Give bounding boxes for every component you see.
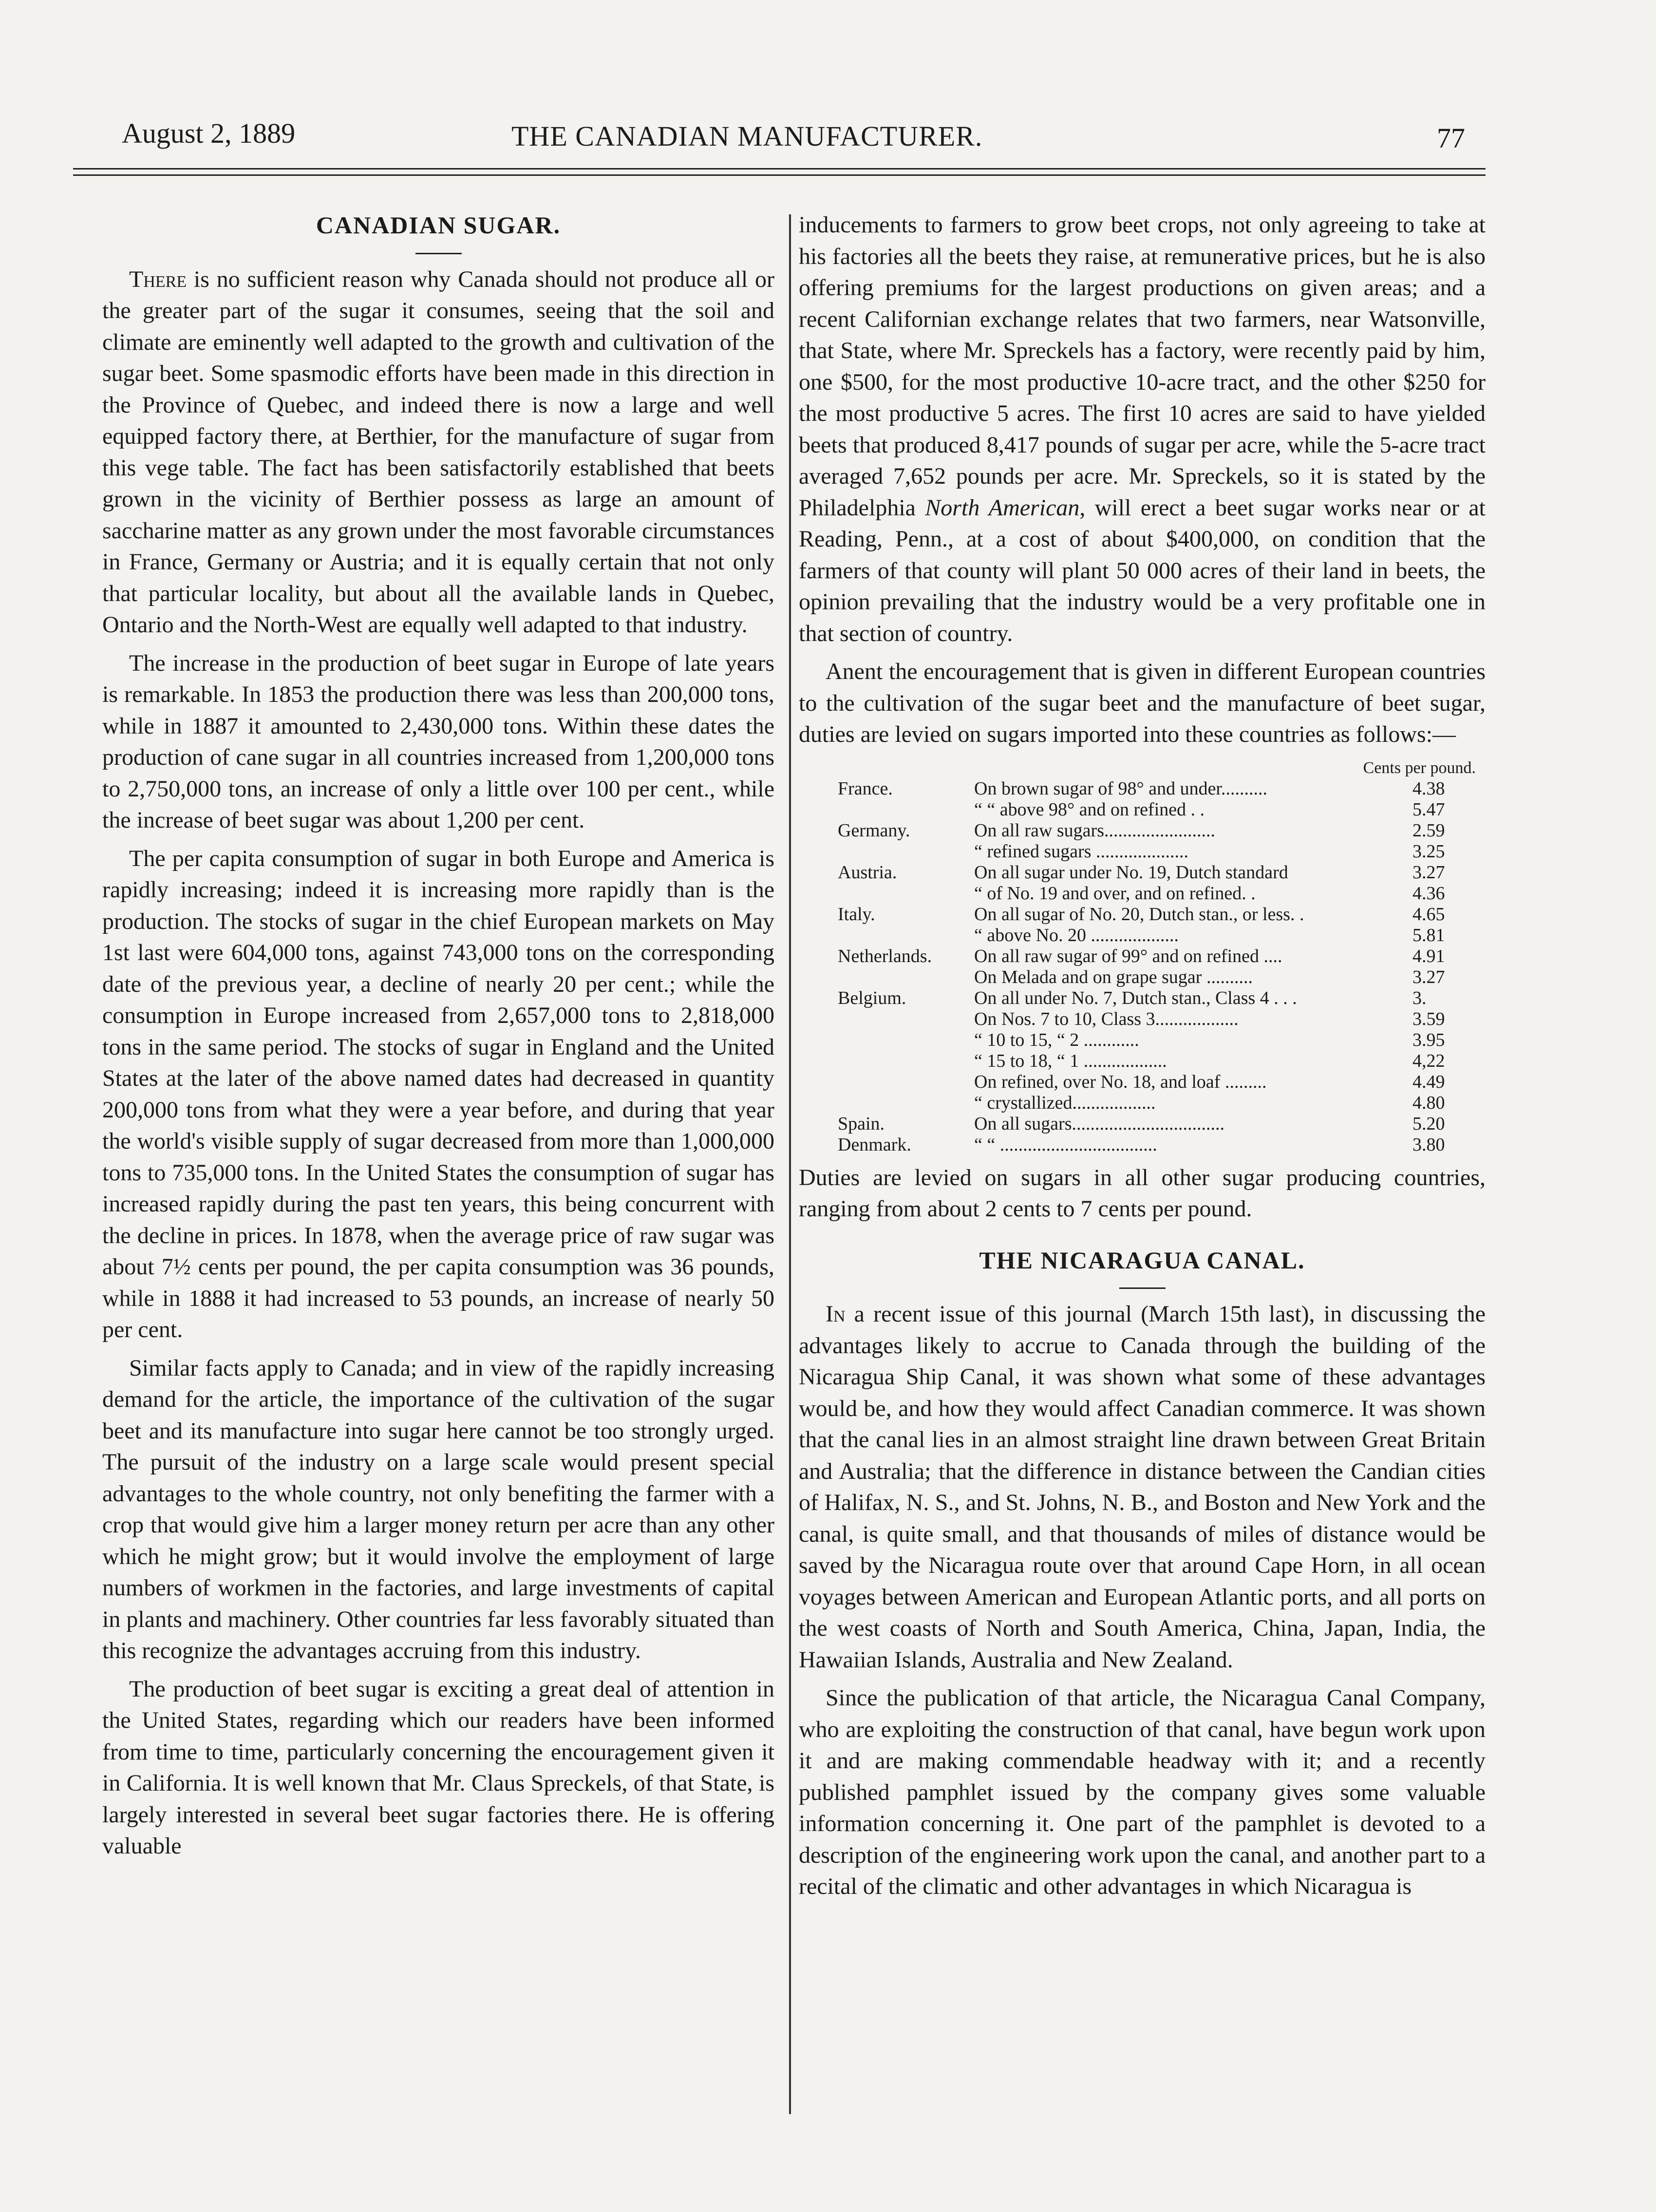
duty-value: 5.47 xyxy=(1412,799,1445,820)
duty-description: “ 15 to 18, “ 1 .................. xyxy=(974,1050,1167,1071)
duty-row xyxy=(799,820,1486,841)
duty-description: On Melada and on grape sugar .......... xyxy=(974,966,1253,987)
duty-row xyxy=(799,1134,1486,1155)
duty-value: 5.20 xyxy=(1412,1113,1445,1134)
duty-description: On all under No. 7, Dutch stan., Class 4 . . . xyxy=(974,987,1297,1008)
duty-value: 3.27 xyxy=(1412,862,1445,883)
duty-description: “ 10 to 15, “ 2 ............ xyxy=(974,1029,1139,1050)
duty-country xyxy=(799,1072,974,1093)
paragraph: The increase in the production of beet sugar in Europe of late years is remarkable. In 1853 the production there was less than 200,000 tons, while in 1887 it amounted to 2,430,000 tons. Within these dates the production of cane sugar in all countries increased from 1,200,000 tons to 2,750,000 tons, an increase of only a little over 100 per cent., while the increase of beet sugar was about 1,200 per cent. xyxy=(102,650,774,833)
paragraph: Duties are levied on sugars in all other sugar producing countries, ranging from about 2 cents to 7 cents per pound. xyxy=(799,1164,1486,1222)
duty-description: “ refined sugars .................... xyxy=(974,841,1189,862)
duty-value: 4.65 xyxy=(1412,904,1445,925)
paragraph: Since the publication of that article, the Nicaragua Canal Company, who are exploiting the construction of that canal, have begun work upon it and are making commendable headway with it; and a recently published pamphlet issued by the company gives some valuable information concerning it. One part of the pamphlet is devoted to a description of the engineering work upon the canal, and another part to a recital of the climatic and other advantages in which Nicaragua is xyxy=(799,1685,1486,1899)
duty-country xyxy=(799,1030,974,1051)
paragraph: In a recent issue of this journal (March 15th last), in discussing the advantages likely to accrue to Canada through the building of the Nicaragua Ship Canal, it was shown what some of these advantages would be, and how they would affect Canadian commerce. It was shown that the canal lies in an almost straight line drawn between Great Britain and Australia; that the difference in distance between the Candian cities of Halifax, N. S., and St. Johns, N. B., and Boston and New York and the canal, is quite small, and that thousands of miles of distance would be saved by the Nicaragua route over that around Cape Horn, in all ocean voyages between American and European Atlantic ports, and all ports on the west coasts of North and South America, China, Japan, India, the Hawaiian Islands, Australia and New Zealand. xyxy=(799,1301,1486,1673)
duty-row xyxy=(799,778,1486,799)
duty-country xyxy=(799,799,974,820)
duty-description: On brown sugar of 98° and under.......... xyxy=(974,778,1267,799)
duty-row xyxy=(799,862,1486,883)
duty-row xyxy=(799,883,1486,904)
duty-row xyxy=(799,1009,1486,1030)
duty-description: On all raw sugars........................ xyxy=(974,820,1215,841)
lead-word: There xyxy=(129,266,187,292)
paragraph: The production of beet sugar is exciting a great deal of attention in the United States, regarding which our readers have been informed from time to time, particularly concerning the encouragement given it in California. It is well known that Mr. Claus Spreckels, of that State, is largely interested in several beet sugar factories there. He is offering valuable xyxy=(102,1676,774,1859)
duty-row xyxy=(799,841,1486,862)
duty-row xyxy=(799,946,1486,967)
duty-country: Denmark. xyxy=(838,1134,911,1155)
duty-value: 3.59 xyxy=(1412,1008,1445,1029)
duty-description: “ of No. 19 and over, and on refined. . xyxy=(974,883,1256,904)
duty-country xyxy=(799,883,974,904)
duty-country xyxy=(799,1093,974,1114)
duty-row xyxy=(799,1072,1486,1093)
duty-row xyxy=(799,925,1486,946)
right-column xyxy=(799,209,1486,1903)
duty-value: 4.91 xyxy=(1412,945,1445,966)
duty-value: 3.25 xyxy=(1412,841,1445,862)
duty-value: 3.95 xyxy=(1412,1029,1445,1050)
page-header xyxy=(122,117,1486,170)
duty-description: “ above No. 20 ................... xyxy=(974,925,1179,945)
duty-country: France. xyxy=(838,778,893,799)
duty-country xyxy=(799,967,974,988)
duty-row xyxy=(799,1114,1486,1134)
spacer xyxy=(799,1225,1486,1245)
left-column xyxy=(102,209,774,1862)
title-rule xyxy=(415,253,462,254)
italic-publication-name: North American xyxy=(925,494,1080,521)
duty-description: On all sugar of No. 20, Dutch stan., or less. . xyxy=(974,904,1304,925)
duty-country xyxy=(799,1051,974,1072)
duty-value: 4.80 xyxy=(1412,1092,1445,1113)
duty-country: Germany. xyxy=(838,820,910,841)
header-rule xyxy=(73,168,1486,176)
duty-value: 3.27 xyxy=(1412,966,1445,987)
duty-table-header: Cents per pound. xyxy=(1363,758,1476,777)
duty-value: 4.38 xyxy=(1412,778,1445,799)
duty-country: Spain. xyxy=(838,1113,885,1134)
duty-row xyxy=(799,1051,1486,1072)
article-title-canadian-sugar: CANADIAN SUGAR. xyxy=(316,211,561,239)
duty-description: “ crystallized.................. xyxy=(974,1092,1156,1113)
duty-row xyxy=(799,967,1486,988)
paragraph: inducements to farmers to grow beet crops, not only agreeing to take at his factories all the beets they raise, at remunerative prices, but he is also offering premiums for the largest productions on given areas; and a recent Californian exchange relates that two farmers, near Watsonville, that State, where Mr. Spreckels has a factory, were recently paid by him, one $500, for the most productive 10-acre tract, and the other $250 for the most productive 5 acres. The first 10 acres are said to have yielded beets that produced 8,417 pounds of sugar per acre, while the 5-acre tract averaged 7,652 pounds per acre. Mr. Spreckels, so it is stated by the Philadelphia North American, will erect a beet sugar works near or at Reading, Penn., at a cost of about $400,000, on condition that the farmers of that county will plant 50 000 acres of their land in beets, the opinion prevailing that the industry would be a very profitable one in that section of country. xyxy=(799,212,1486,646)
duty-description: On all raw sugar of 99° and on refined .... xyxy=(974,945,1282,966)
duty-description: On all sugars................................. xyxy=(974,1113,1225,1134)
duty-description: “ “ .................................. xyxy=(974,1134,1157,1155)
duty-country: Netherlands. xyxy=(838,945,932,966)
duty-description: On Nos. 7 to 10, Class 3.................. xyxy=(974,1008,1239,1029)
title-rule xyxy=(1119,1287,1166,1289)
duty-value: 2.59 xyxy=(1412,820,1445,841)
duty-country: Belgium. xyxy=(838,987,906,1008)
duty-country xyxy=(799,925,974,946)
duty-row xyxy=(799,1093,1486,1114)
duty-row xyxy=(799,799,1486,820)
duty-country xyxy=(799,1009,974,1030)
duty-row xyxy=(799,1030,1486,1051)
duty-value: 3.80 xyxy=(1412,1134,1445,1155)
paragraph: Anent the encouragement that is given in different European countries to the cultivation of the sugar beet and the manufacture of beet sugar, duties are levied on sugars imported into these countries as follows:— xyxy=(799,659,1486,747)
duty-description: On all sugar under No. 19, Dutch standard xyxy=(974,862,1288,883)
duty-row xyxy=(799,904,1486,925)
duty-value: 4,22 xyxy=(1412,1050,1445,1071)
lead-word: In xyxy=(826,1301,846,1327)
paragraph: There is no sufficient reason why Canada should not produce all or the greater part of the sugar it consumes, seeing that the soil and climate are eminently well adapted to the growth and cultivation of the sugar beet. Some spasmodic efforts have been made in this direction in the Province of Quebec, and indeed there is now a large and well equipped factory there, at Berthier, for the manufacture of sugar from this vege table. The fact has been satisfactorily established that beets grown in the vicinity of Berthier possess as large an amount of saccharine matter as any grown under the most favorable circumstances in France, Germany or Austria; and it is equally certain that not only that particular locality, but about all the available lands in Quebec, Ontario and the North-West are equally well adapted to that industry. xyxy=(102,266,774,638)
duty-country xyxy=(799,841,974,862)
duty-value: 4.36 xyxy=(1412,883,1445,904)
duty-row xyxy=(799,988,1486,1009)
page-number: 77 xyxy=(1437,122,1465,154)
paragraph: Similar facts apply to Canada; and in view of the rapidly increasing demand for the article, the importance of the cultivation of the sugar beet and its manufacture into sugar here cannot be too strongly urged. The pursuit of the industry on a large scale would present special advantages to the whole country, not only benefiting the farmer with a crop that would give him a larger money return per acre than any other which he might grow; but it would involve the employment of large numbers of workmen in the factories, and large investments of capital in plants and machinery. Other countries far less favorably situated than this recognize the advantages accruing from this industry. xyxy=(102,1355,774,1664)
duty-description: “ “ above 98° and on refined . . xyxy=(974,799,1205,820)
duty-table xyxy=(799,757,1486,1155)
publication-title: THE CANADIAN MANUFACTURER. xyxy=(511,120,983,152)
duty-value: 4.49 xyxy=(1412,1071,1445,1092)
issue-date: August 2, 1889 xyxy=(122,117,296,149)
duty-country: Austria. xyxy=(838,862,897,883)
duty-country: Italy. xyxy=(838,904,875,925)
duty-value: 3. xyxy=(1412,987,1427,1008)
paragraph: The per capita consumption of sugar in both Europe and America is rapidly increasing; indeed it is increasing more rapidly than is the production. The stocks of sugar in the chief European markets on May 1st last were 604,000 tons, against 743,000 tons on the corresponding date of the previous year, a decline of nearly 20 per cent.; while the consumption in Europe increased from 2,657,000 tons to 2,818,000 tons in the same period. The stocks of sugar in England and the United States at the later of the above named dates had decreased in quantity 200,000 tons from what they were a year before, and during that year the world's visible supply of sugar decreased from more than 1,000,000 tons to 735,000 tons. In the United States the consumption of sugar has increased rapidly during the past ten years, this being concurrent with the decline in prices. In 1878, when the average price of raw sugar was about 7½ cents per pound, the per capita consumption was 36 pounds, while in 1888 it had increased to 53 pounds, an increase of nearly 50 per cent. xyxy=(102,845,774,1342)
duty-value: 5.81 xyxy=(1412,925,1445,945)
column-divider xyxy=(789,214,791,2114)
article-title-nicaragua-canal: THE NICARAGUA CANAL. xyxy=(979,1246,1305,1274)
duty-rows xyxy=(799,778,1486,1155)
duty-description: On refined, over No. 18, and loaf ......... xyxy=(974,1071,1267,1092)
